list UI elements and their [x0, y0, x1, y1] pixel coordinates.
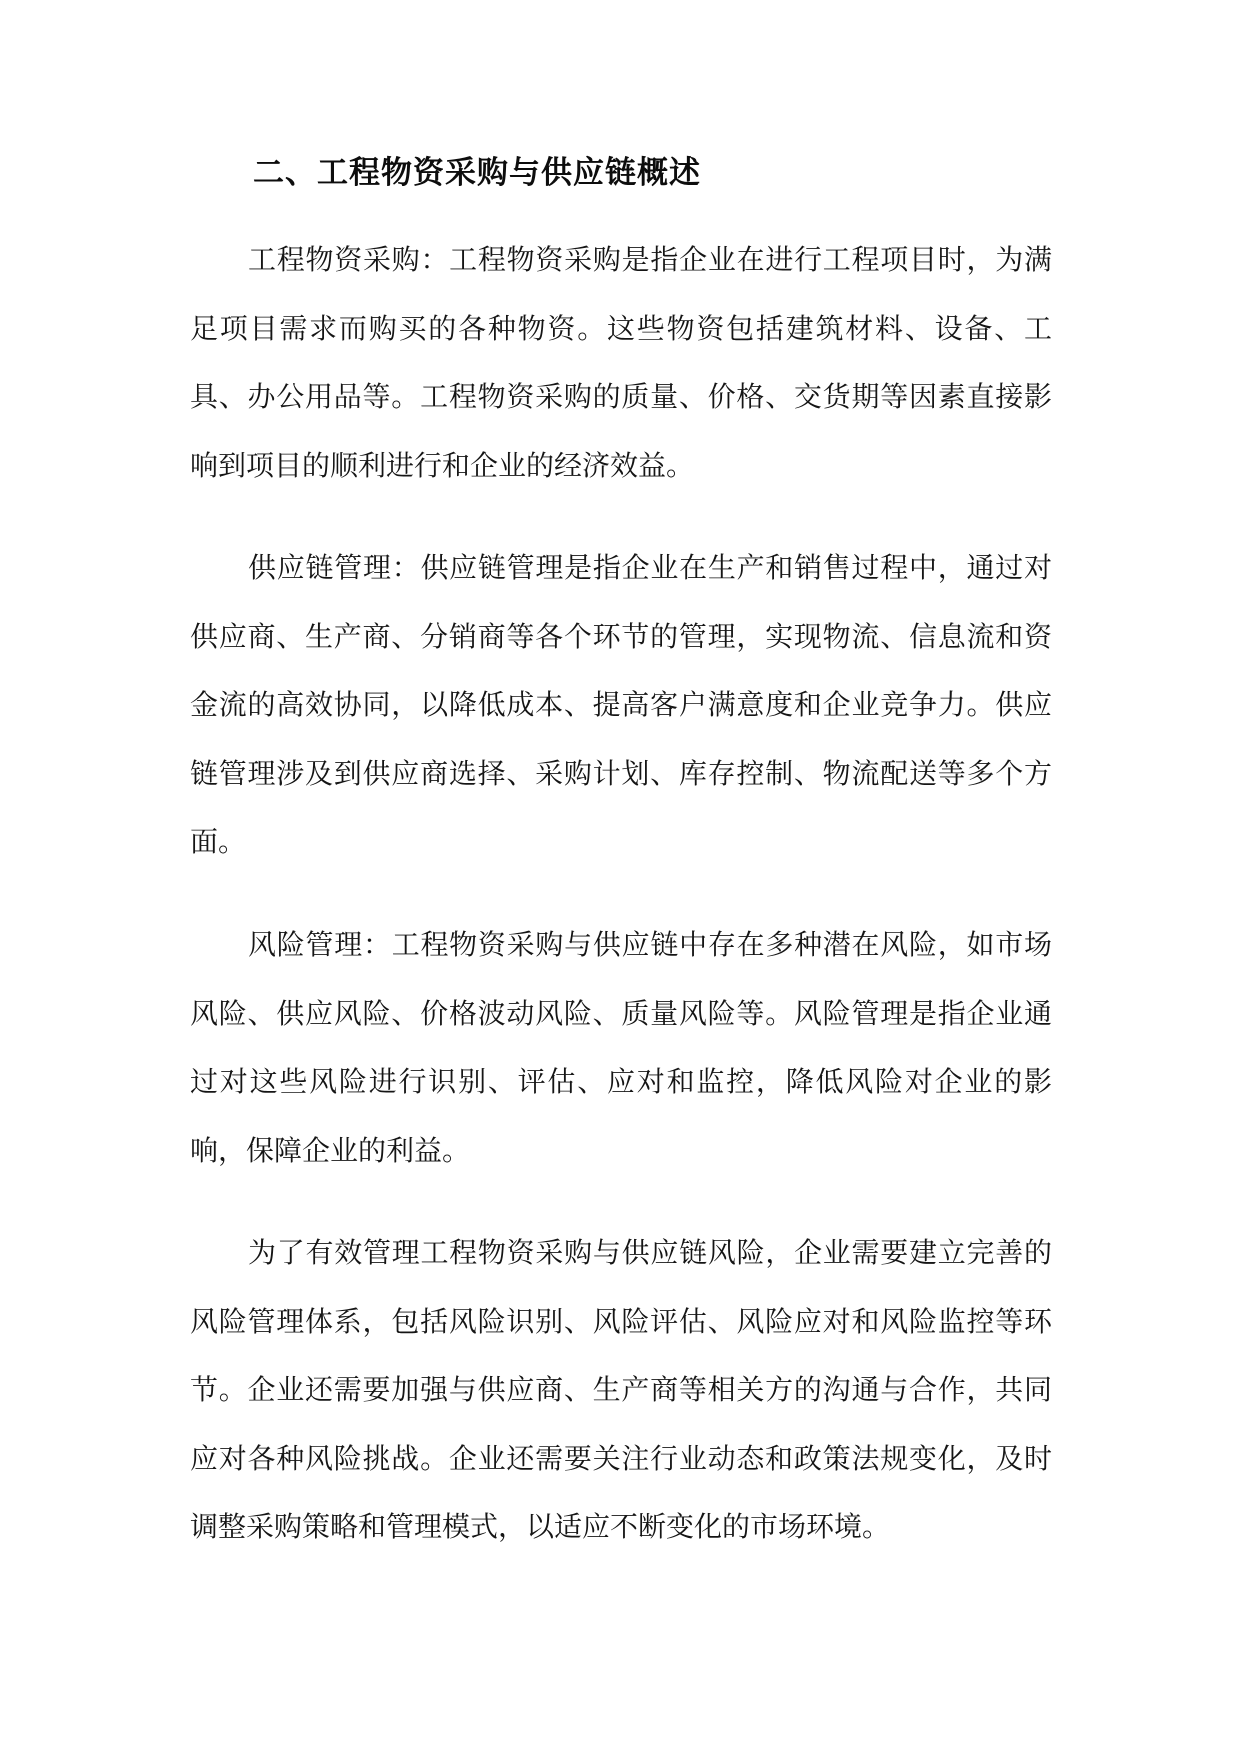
paragraph-risk-management: 风险管理：工程物资采购与供应链中存在多种潜在风险，如市场风险、供应风险、价格波动风险、质量风险等。风险管理是指企业通过对这些风险进行识别、评估、应对和监控，降低风险对企业的影响，保障企业的利益。 — [190, 928, 1052, 1167]
paragraph-procurement: 工程物资采购：工程物资采购是指企业在进行工程项目时，为满足项目需求而购买的各种物资。这些物资包括建筑材料、设备、工具、办公用品等。工程物资采购的质量、价格、交货期等因素直接影响到项目的顺利进行和企业的经济效益。 — [190, 243, 1052, 482]
paragraph-risk-system: 为了有效管理工程物资采购与供应链风险，企业需要建立完善的风险管理体系，包括风险识别、风险评估、风险应对和风险监控等环节。企业还需要加强与供应商、生产商等相关方的沟通与合作，共同应对各种风险挑战。企业还需要关注行业动态和政策法规变化，及时调整采购策略和管理模式，以适应不断变化的市场环境。 — [190, 1236, 1052, 1543]
paragraph-supply-chain: 供应链管理：供应链管理是指企业在生产和销售过程中，通过对供应商、生产商、分销商等各个环节的管理，实现物流、信息流和资金流的高效协同，以降低成本、提高客户满意度和企业竞争力。供应链管理涉及到供应商选择、采购计划、库存控制、物流配送等多个方面。 — [190, 551, 1052, 858]
section-heading: 二、工程物资采购与供应链概述 — [253, 155, 701, 191]
